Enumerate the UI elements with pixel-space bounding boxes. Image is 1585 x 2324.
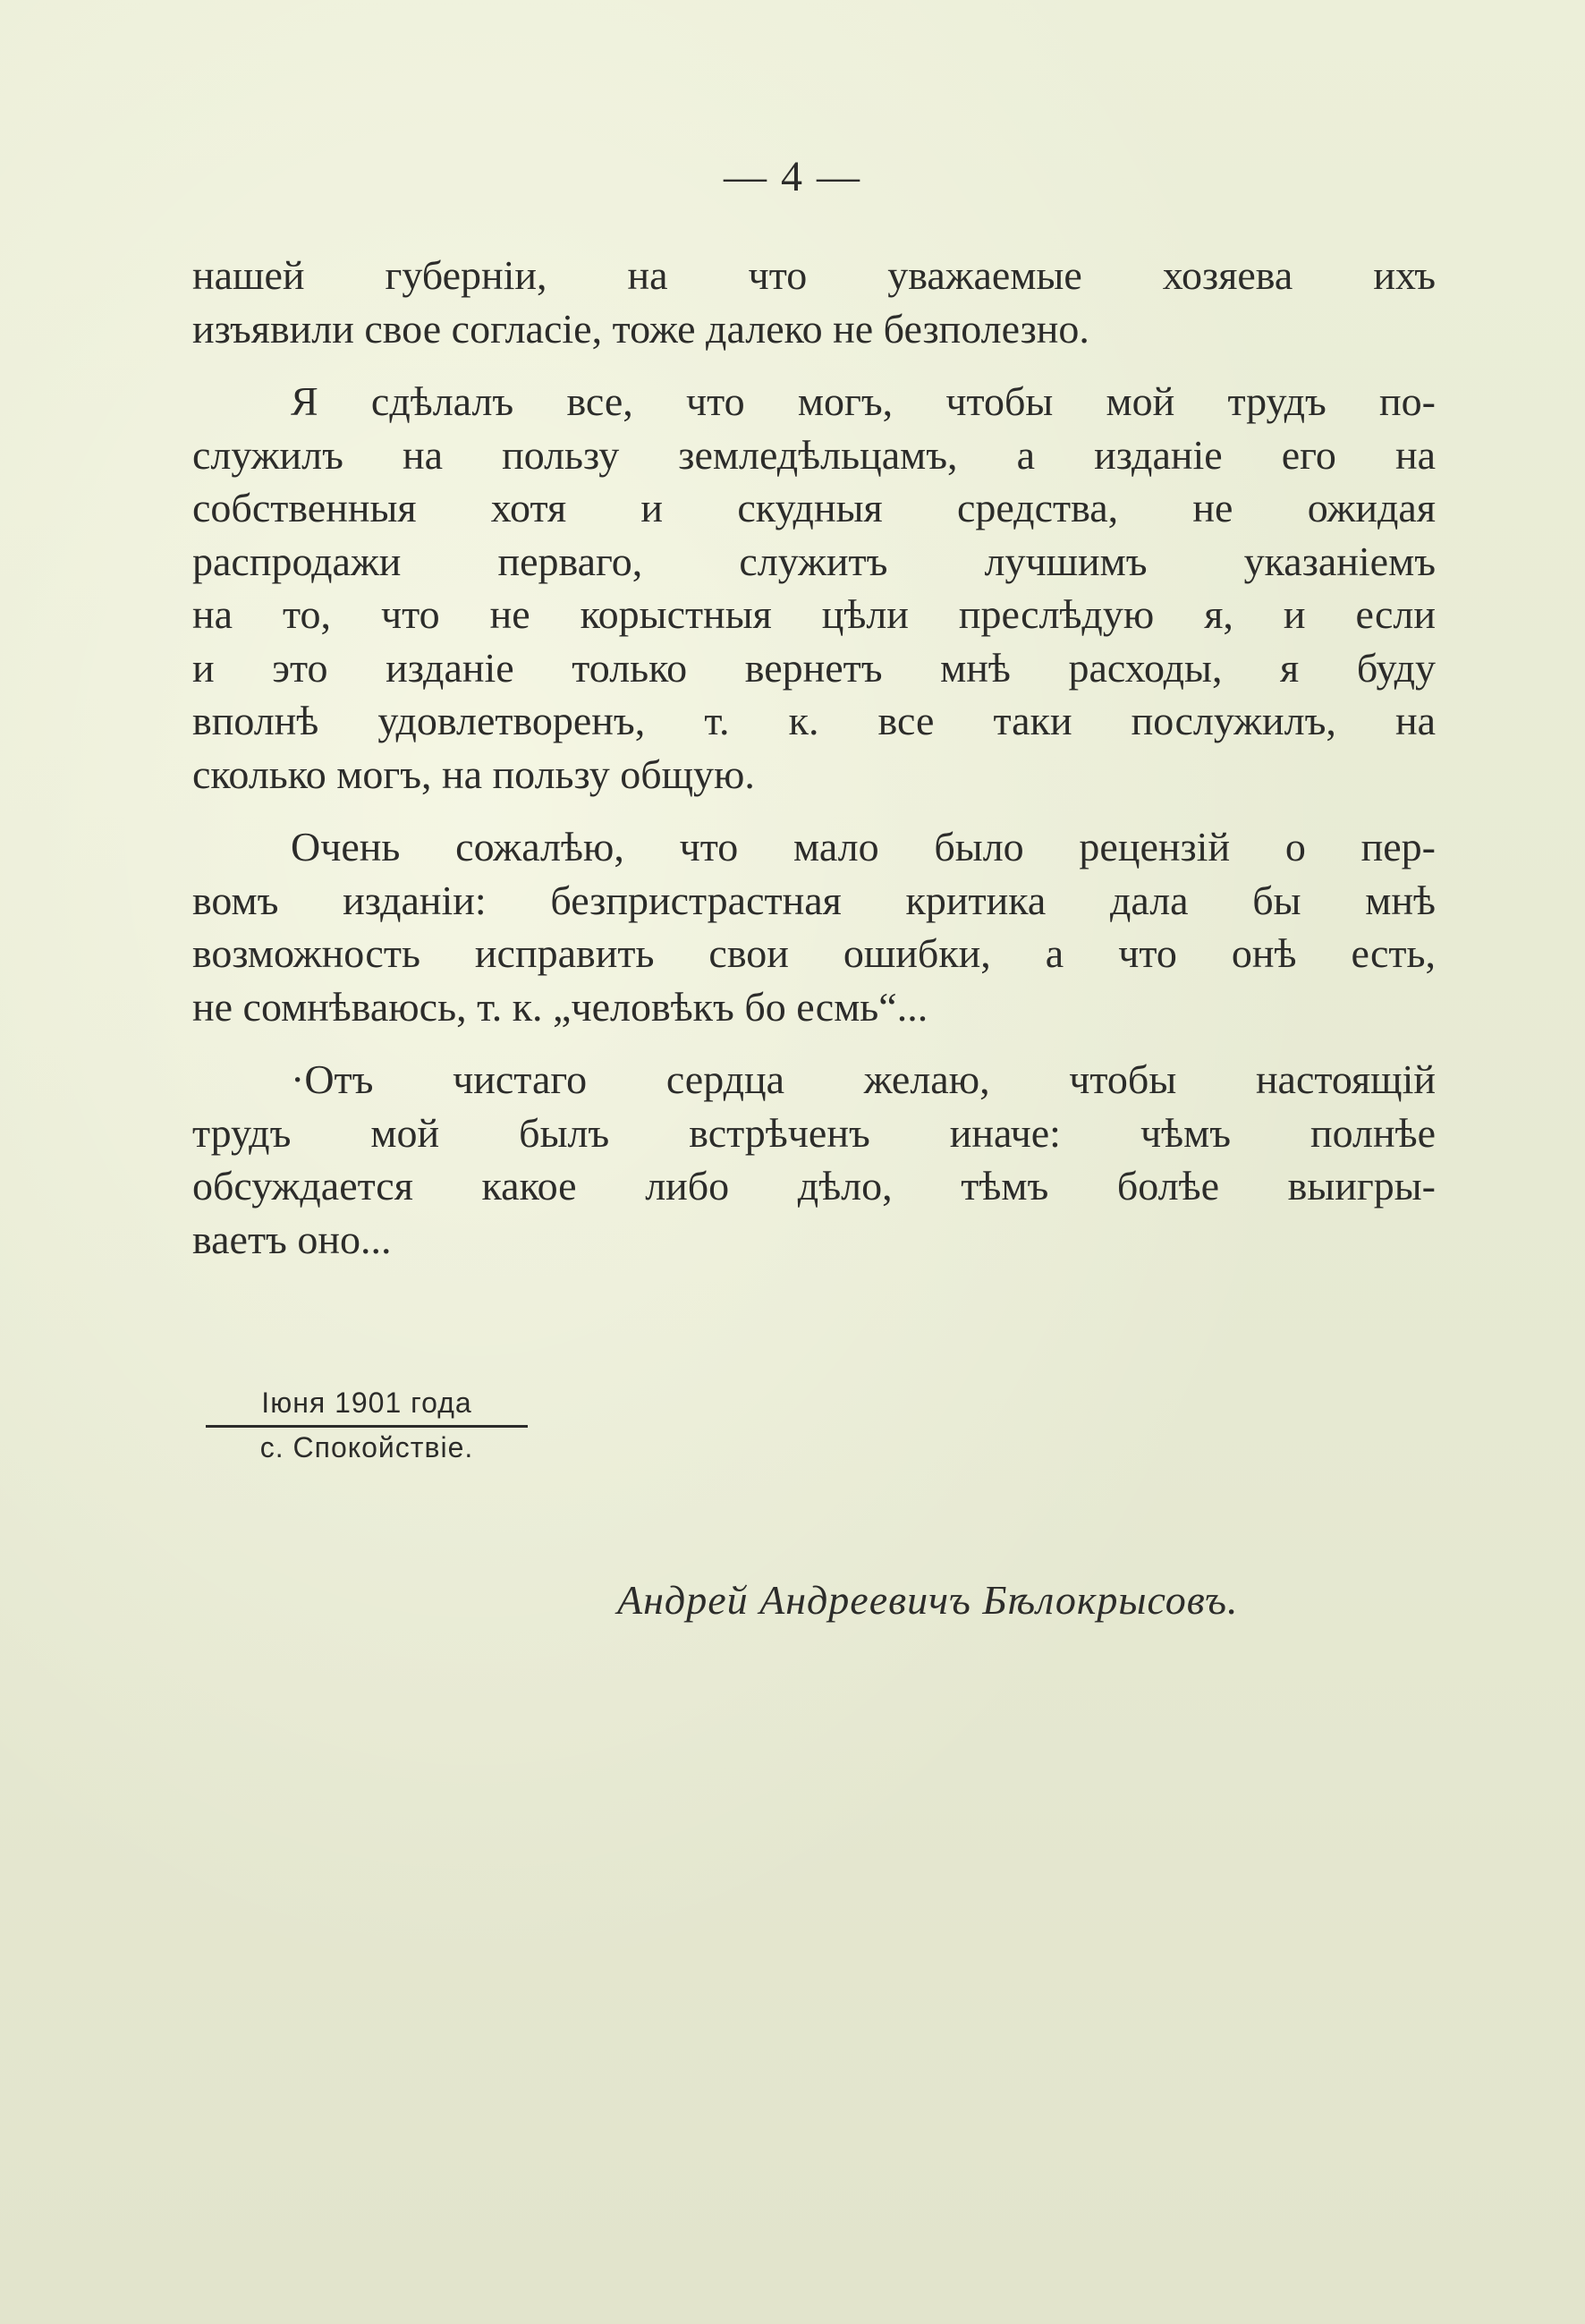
text-line: не сомнѣваюсь, т. к. „человѣкъ бо есмь“... (192, 983, 928, 1030)
date-place-block (206, 1387, 528, 1464)
text-line: обсуждается какое либо дѣло, тѣмъ болѣе выигры- (192, 1163, 1436, 1209)
paragraph-gap (192, 801, 1436, 820)
paragraph-gap (192, 355, 1436, 375)
text-line: вомъ изданіи: безпристрастная критика дала бы мнѣ (192, 877, 1436, 923)
text-line: ваетъ оно... (192, 1216, 392, 1262)
text-line: на то, что не корыстныя цѣли преслѣдую я, и если (192, 591, 1436, 637)
text-line: распродажи перваго, служитъ лучшимъ указаніемъ (192, 538, 1436, 584)
text-line: Я сдѣлалъ все, что могъ, чтобы мой трудъ по- (291, 378, 1436, 424)
paragraph-1 (192, 249, 1436, 355)
text-line: трудъ мой былъ встрѣченъ иначе: чѣмъ полнѣе (192, 1109, 1436, 1156)
text-line: и это изданіе только вернетъ мнѣ расходы, я буду (192, 644, 1436, 691)
text-line: нашей губерніи, на что уважаемые хозяева ихъ (192, 252, 1436, 298)
text-line: изъявили свое согласіе, тоже далеко не безполезно. (192, 305, 1089, 352)
date: Іюня 1901 года (206, 1387, 528, 1428)
author-signature: Андрей Андреевичъ Бѣлокрысовъ. (617, 1577, 1239, 1623)
place: с. Спокойствіе. (259, 1431, 474, 1463)
paragraph-4 (192, 1053, 1436, 1266)
paragraph-3 (192, 820, 1436, 1033)
body-text (192, 249, 1436, 1266)
text-line: возможность исправить свои ошибки, а что онѣ есть, (192, 930, 1436, 976)
text-line: сколько могъ, на пользу общую. (192, 751, 755, 797)
text-line: Очень сожалѣю, что мало было рецензій о пер- (291, 824, 1436, 869)
page-number: — 4 — (724, 153, 861, 200)
text-line: собственныя хотя и скудныя средства, не ожидая (192, 485, 1436, 530)
text-line: ·Отъ чистаго сердца желаю, чтобы настоящій (291, 1056, 1436, 1102)
paragraph-gap (192, 1033, 1436, 1053)
text-line: служилъ на пользу земледѣльцамъ, а изданіе его на (192, 431, 1436, 478)
paragraph-2 (192, 375, 1436, 801)
text-line: вполнѣ удовлетворенъ, т. к. все таки послужилъ, на (192, 698, 1436, 743)
